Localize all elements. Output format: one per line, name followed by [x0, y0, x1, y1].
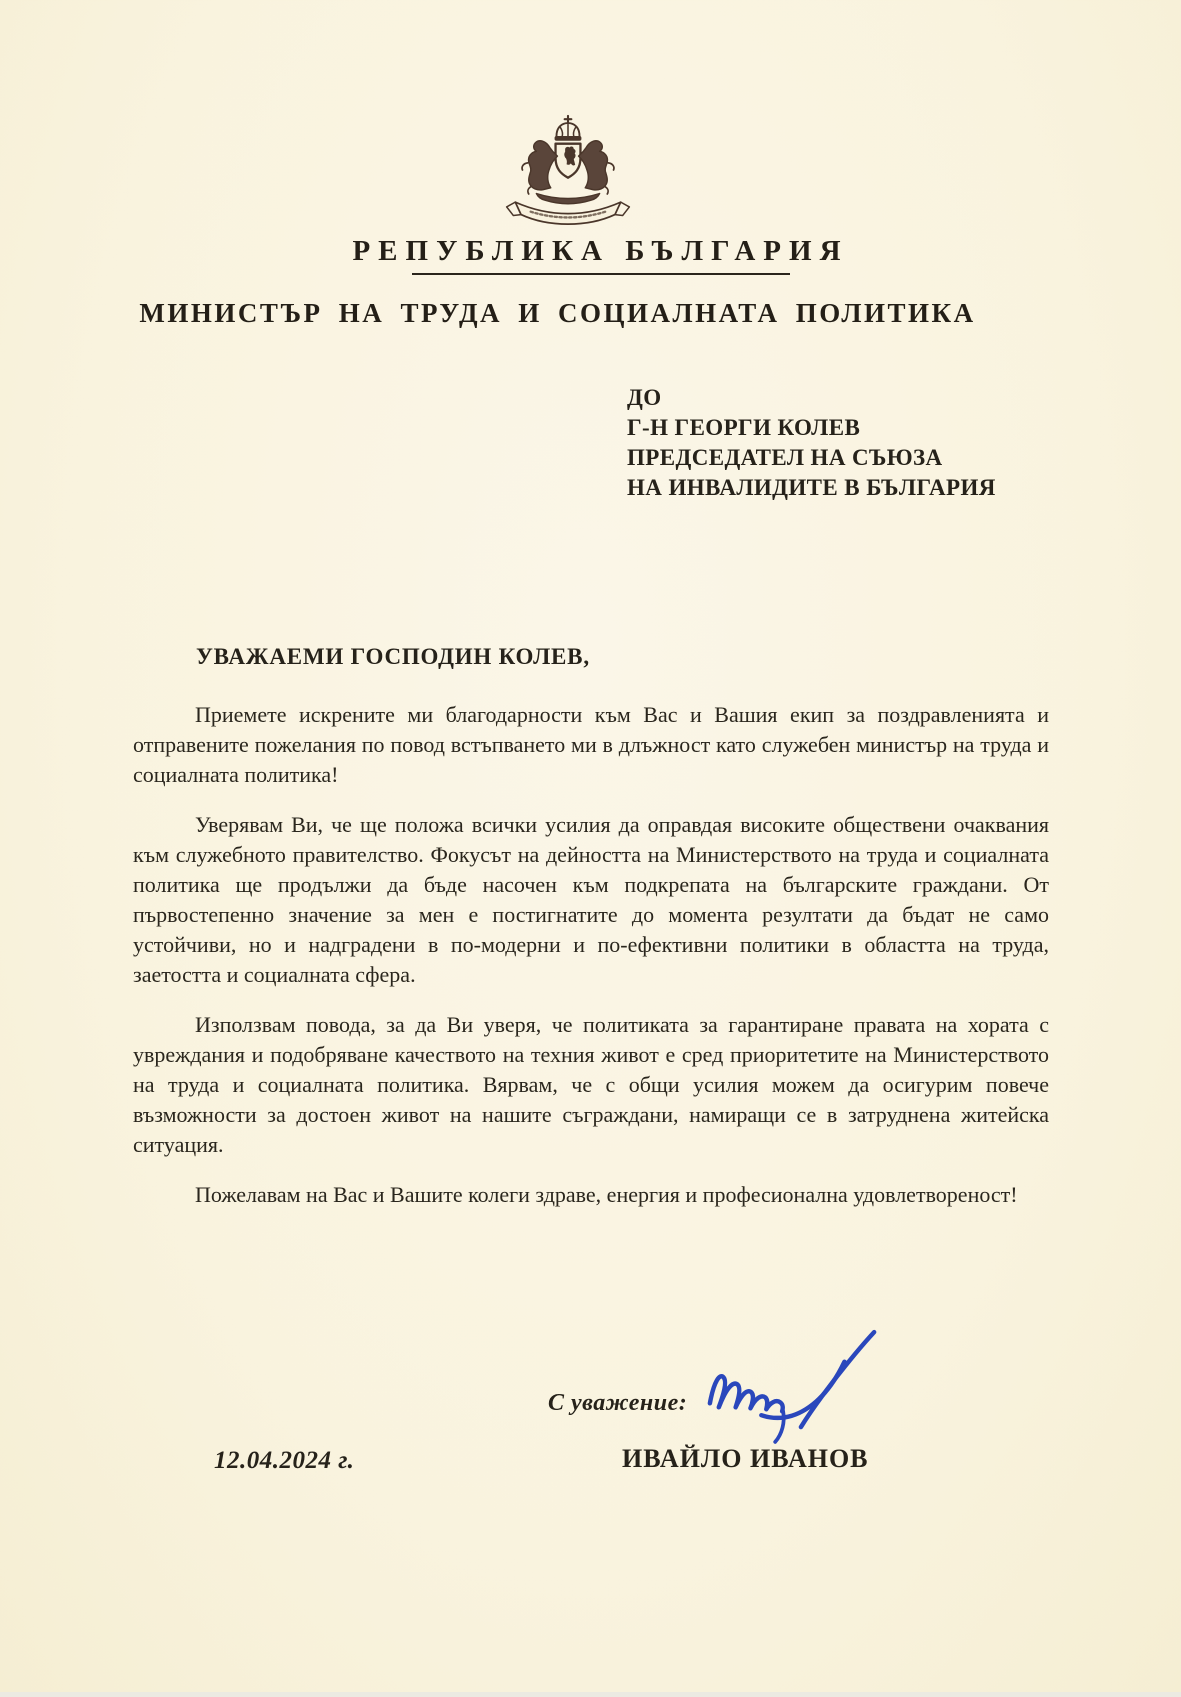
- recipient-line: ДО: [627, 385, 662, 410]
- scan-edge-strip: [0, 1692, 1181, 1697]
- republic-title: РЕПУБЛИКА БЪЛГАРИЯ: [352, 235, 849, 267]
- regards-label: С уважение:: [548, 1390, 688, 1416]
- handwritten-signature-icon: [700, 1324, 888, 1448]
- letter-body: [133, 700, 1049, 1230]
- recipient-block: [627, 383, 996, 503]
- letter-date: 12.04.2024 г.: [214, 1447, 355, 1474]
- signer-name: ИВАЙЛО ИВАНОВ: [622, 1444, 869, 1473]
- body-paragraph: Приемете искрените ми благодарности към Вас и Вашия екип за поздравленията и отправените пожелания по повод встъпването ми в длъжност като служебен министър на труда и социалната политика!: [133, 702, 1049, 787]
- recipient-line: НА ИНВАЛИДИТЕ В БЪЛГАРИЯ: [627, 475, 996, 500]
- minister-title: МИНИСТЪР НА ТРУДА И СОЦИАЛНАТА ПОЛИТИКА: [139, 298, 976, 328]
- recipient-line: Г-Н ГЕОРГИ КОЛЕВ: [627, 415, 861, 440]
- body-paragraph: Уверявам Ви, че ще положа всички усилия да оправдая високите обществени очаквания към служебното правителство. Фокусът на дейността на Министерството на труда и социалната политика ще продължи да бъде насочен към подкрепата на българските граждани. От първостепенно значение за мен е постигнатите до момента резултати да бъдат не само устойчиви, но и надградени в по-модерни и по-ефективни политики в областта на труда, заетостта и социалната сфера.: [133, 812, 1049, 987]
- body-paragraph: Използвам повода, за да Ви уверя, че политиката за гарантиране правата на хората с увреждания и подобряване качеството на техния живот е сред приоритетите на Министерството на труда и социалната политика. Вярвам, че с общи усилия можем да осигурим повече възможности за достоен живот на нашите съграждани, намиращи се в затруднена житейска ситуация.: [133, 1012, 1049, 1157]
- title-underline: [412, 273, 790, 275]
- bulgarian-coat-of-arms-icon: [494, 113, 642, 228]
- recipient-line: ПРЕДСЕДАТЕЛ НА СЪЮЗА: [627, 445, 943, 470]
- body-paragraph: Пожелавам на Вас и Вашите колеги здраве, енергия и професионална удовлетвореност!: [195, 1182, 1018, 1207]
- salutation: УВАЖАЕМИ ГОСПОДИН КОЛЕВ,: [196, 644, 590, 669]
- letterhead: [0, 0, 1181, 329]
